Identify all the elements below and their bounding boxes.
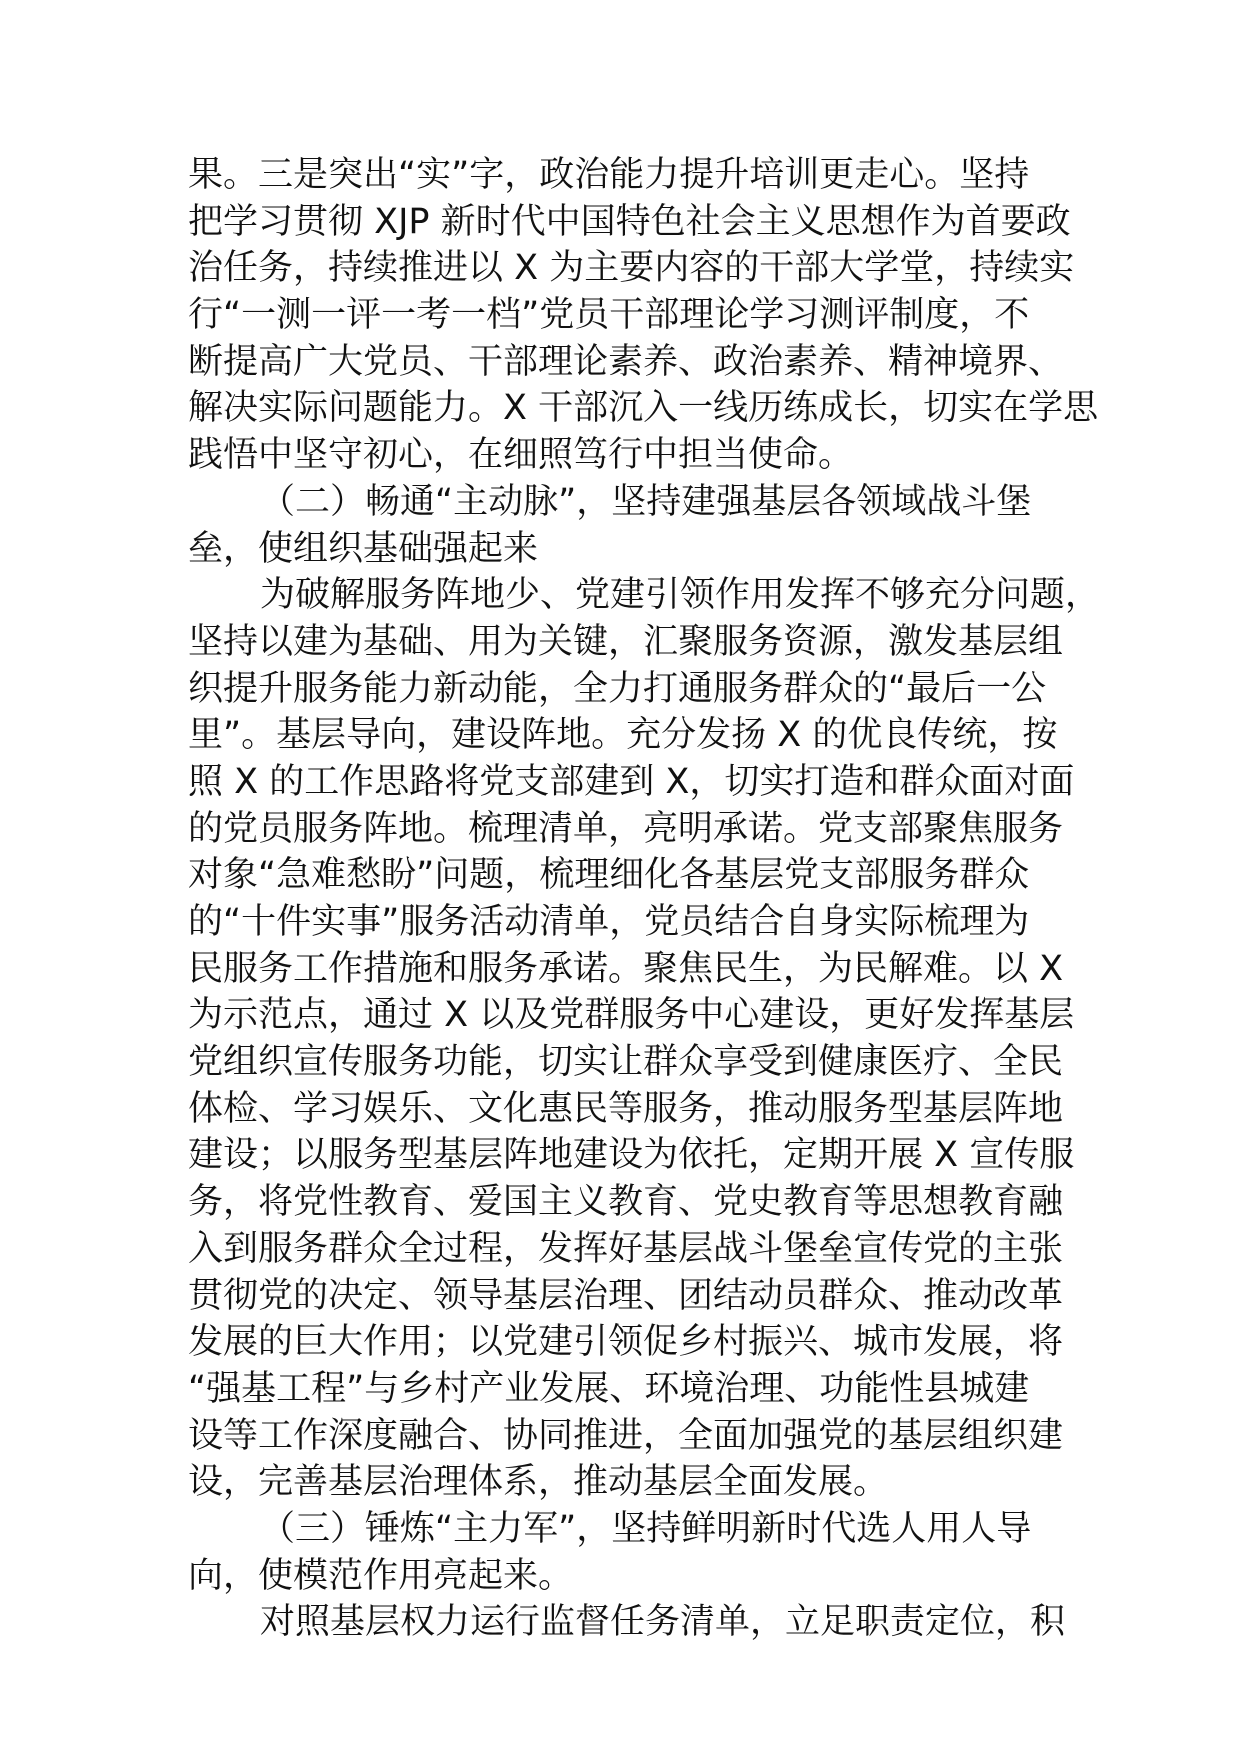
text-line: 贯彻党的决定、领导基层治理、团结动员群众、推动改革 xyxy=(188,1275,1064,1316)
text-line: 对象“急难愁盼”问题，梳理细化各基层党支部服务群众 xyxy=(188,855,1030,896)
text-line: 果。三是突出“实”字，政治能力提升培训更走心。坚持 xyxy=(188,155,1030,195)
text-line: 坚持以建为基础、用为关键，汇聚服务资源，激发基层组 xyxy=(188,621,1064,662)
text-line: 把学习贯彻 XJP 新时代中国特色社会主义思想作为首要政 xyxy=(188,201,1071,242)
text-line: 体检、学习娱乐、文化惠民等服务，推动服务型基层阵地 xyxy=(188,1088,1064,1129)
paragraph-start: 对照基层权力运行监督任务清单，立足职责定位，积 xyxy=(260,1602,1066,1643)
text-line: 设，完善基层治理体系，推动基层全面发展。 xyxy=(188,1462,889,1503)
text-line: “强基工程”与乡村产业发展、环境治理、功能性县城建 xyxy=(188,1368,1030,1409)
section-heading-2: （二）畅通“主动脉”，坚持建强基层各领域战斗堡 xyxy=(260,481,1032,522)
text-line: 断提高广大党员、干部理论素养、政治素养、精神境界、 xyxy=(188,341,1064,382)
text-line: 务，将党性教育、爱国主义教育、党史教育等思想教育融 xyxy=(188,1182,1064,1223)
text-line: 行“一测一评一考一档”党员干部理论学习测评制度，不 xyxy=(188,295,1030,336)
text-line: 民服务工作措施和服务承诺。聚焦民生，为民解难。以 X xyxy=(188,948,1064,989)
section-heading-2-cont: 垒，使组织基础强起来 xyxy=(188,528,539,569)
text-line: 治任务，持续推进以 X 为主要内容的干部大学堂，持续实 xyxy=(188,248,1075,289)
text-line: 的“十件实事”服务活动清单，党员结合自身实际梳理为 xyxy=(188,902,1030,942)
text-line: 践悟中坚守初心，在细照笃行中担当使命。 xyxy=(188,435,854,476)
section-heading-3-cont: 向，使模范作用亮起来。 xyxy=(188,1555,574,1596)
body-text xyxy=(188,152,1101,1646)
text-line: 织提升服务能力新动能，全力打通服务群众的“最后一公 xyxy=(188,668,1047,709)
text-line: 里”。基层导向，建设阵地。充分发扬 X 的优良传统，按 xyxy=(188,715,1058,756)
text-line: 照 X 的工作思路将党支部建到 X，切实打造和群众面对面 xyxy=(188,761,1075,802)
section-heading-3: （三）锤炼“主力军”，坚持鲜明新时代选人用人导 xyxy=(260,1508,1032,1549)
text-line: 解决实际问题能力。X 干部沉入一线历练成长，切实在学思 xyxy=(188,388,1099,429)
text-line: 建设；以服务型基层阵地建设为依托，定期开展 X 宣传服 xyxy=(188,1135,1075,1176)
text-line: 的党员服务阵地。梳理清单，亮明承诺。党支部聚焦服务 xyxy=(188,808,1064,849)
text-line: 为示范点，通过 X 以及党群服务中心建设，更好发挥基层 xyxy=(188,995,1075,1036)
paragraph-start: 为破解服务阵地少、党建引领作用发挥不够充分问题， xyxy=(260,575,1101,616)
text-line: 设等工作深度融合、协同推进，全面加强党的基层组织建 xyxy=(188,1415,1064,1456)
text-line: 发展的巨大作用；以党建引领促乡村振兴、城市发展，将 xyxy=(188,1322,1064,1363)
text-line: 入到服务群众全过程，发挥好基层战斗堡垒宣传党的主张 xyxy=(188,1228,1064,1269)
text-line: 党组织宣传服务功能，切实让群众享受到健康医疗、全民 xyxy=(188,1042,1064,1083)
